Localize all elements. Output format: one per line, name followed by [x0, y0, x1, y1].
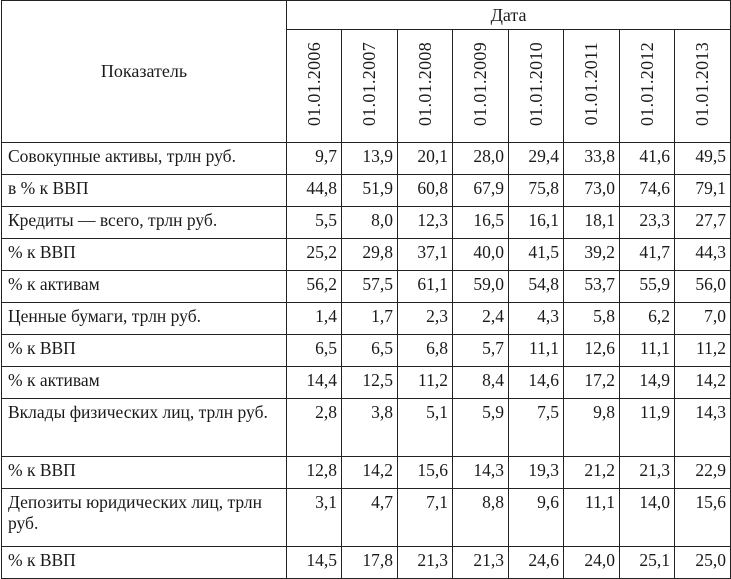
value-cell: 14,9: [620, 367, 675, 399]
value-cell: 21,3: [453, 547, 509, 579]
value-cell: 14,2: [675, 367, 731, 399]
row-label: Ценные бумаги, трлн руб.: [2, 303, 287, 335]
value-cell: 28,0: [453, 143, 509, 175]
value-cell: 15,6: [398, 457, 453, 489]
date-caption-header: Дата: [287, 1, 731, 30]
value-cell: 5,1: [398, 399, 453, 457]
value-cell: 2,3: [398, 303, 453, 335]
date-header: [287, 30, 342, 143]
value-cell: 6,5: [287, 335, 342, 367]
value-cell: 17,2: [564, 367, 620, 399]
value-cell: 56,0: [675, 271, 731, 303]
table-row: [2, 367, 731, 399]
value-cell: 5,5: [287, 207, 342, 239]
indicators-table: [1, 0, 731, 579]
value-cell: 6,8: [398, 335, 453, 367]
value-cell: 53,7: [564, 271, 620, 303]
value-cell: 12,3: [398, 207, 453, 239]
date-label: 01.01.2006: [303, 41, 324, 126]
value-cell: 7,5: [509, 399, 564, 457]
value-cell: 57,5: [342, 271, 398, 303]
date-header: [342, 30, 398, 143]
table-row: [2, 271, 731, 303]
value-cell: 11,2: [398, 367, 453, 399]
value-cell: 11,1: [620, 335, 675, 367]
value-cell: 54,8: [509, 271, 564, 303]
value-cell: 29,8: [342, 239, 398, 271]
value-cell: 5,8: [564, 303, 620, 335]
table-row: [2, 489, 731, 547]
table-row: [2, 303, 731, 335]
row-label: Вклады физических лиц, трлн руб.: [2, 399, 287, 457]
value-cell: 59,0: [453, 271, 509, 303]
date-header: [398, 30, 453, 143]
table-row: [2, 399, 731, 457]
value-cell: 4,3: [509, 303, 564, 335]
value-cell: 21,3: [620, 457, 675, 489]
value-cell: 13,9: [342, 143, 398, 175]
value-cell: 14,3: [675, 399, 731, 457]
table-row: [2, 239, 731, 271]
value-cell: 5,9: [453, 399, 509, 457]
date-header: [509, 30, 564, 143]
value-cell: 14,4: [287, 367, 342, 399]
date-header: [675, 30, 731, 143]
value-cell: 73,0: [564, 175, 620, 207]
row-label: % к ВВП: [2, 547, 287, 579]
value-cell: 25,0: [675, 547, 731, 579]
value-cell: 44,8: [287, 175, 342, 207]
row-label: Совокупные активы, трлн руб.: [2, 143, 287, 175]
table-row: [2, 143, 731, 175]
value-cell: 9,6: [509, 489, 564, 547]
value-cell: 8,0: [342, 207, 398, 239]
value-cell: 6,5: [342, 335, 398, 367]
value-cell: 24,6: [509, 547, 564, 579]
value-cell: 61,1: [398, 271, 453, 303]
value-cell: 18,1: [564, 207, 620, 239]
value-cell: 14,5: [287, 547, 342, 579]
value-cell: 41,5: [509, 239, 564, 271]
value-cell: 60,8: [398, 175, 453, 207]
value-cell: 25,2: [287, 239, 342, 271]
value-cell: 41,7: [620, 239, 675, 271]
table-row: [2, 207, 731, 239]
value-cell: 27,7: [675, 207, 731, 239]
value-cell: 14,0: [620, 489, 675, 547]
table-row: [2, 547, 731, 579]
date-label: 01.01.2008: [414, 41, 435, 126]
value-cell: 7,0: [675, 303, 731, 335]
value-cell: 79,1: [675, 175, 731, 207]
value-cell: 17,8: [342, 547, 398, 579]
value-cell: 9,8: [564, 399, 620, 457]
value-cell: 3,8: [342, 399, 398, 457]
row-label: Депозиты юридических лиц, трлн руб.: [2, 489, 287, 547]
value-cell: 8,8: [453, 489, 509, 547]
value-cell: 67,9: [453, 175, 509, 207]
row-label: % к ВВП: [2, 457, 287, 489]
row-label: % к активам: [2, 367, 287, 399]
date-label: 01.01.2012: [636, 41, 657, 126]
value-cell: 12,8: [287, 457, 342, 489]
value-cell: 1,7: [342, 303, 398, 335]
header-row-top: [2, 1, 731, 30]
row-caption-header: Показатель: [2, 1, 287, 143]
row-label: в % к ВВП: [2, 175, 287, 207]
value-cell: 29,4: [509, 143, 564, 175]
date-label: 01.01.2010: [525, 41, 546, 126]
value-cell: 44,3: [675, 239, 731, 271]
value-cell: 2,4: [453, 303, 509, 335]
value-cell: 15,6: [675, 489, 731, 547]
value-cell: 51,9: [342, 175, 398, 207]
value-cell: 75,8: [509, 175, 564, 207]
value-cell: 33,8: [564, 143, 620, 175]
value-cell: 55,9: [620, 271, 675, 303]
date-header: [620, 30, 675, 143]
date-label: 01.01.2011: [581, 41, 601, 126]
table-row: [2, 457, 731, 489]
value-cell: 24,0: [564, 547, 620, 579]
value-cell: 40,0: [453, 239, 509, 271]
value-cell: 23,3: [620, 207, 675, 239]
value-cell: 37,1: [398, 239, 453, 271]
value-cell: 1,4: [287, 303, 342, 335]
value-cell: 2,8: [287, 399, 342, 457]
value-cell: 9,7: [287, 143, 342, 175]
date-label: 01.01.2009: [470, 41, 490, 126]
date-label: 01.01.2013: [692, 41, 712, 126]
value-cell: 4,7: [342, 489, 398, 547]
table-row: [2, 175, 731, 207]
value-cell: 14,6: [509, 367, 564, 399]
value-cell: 11,2: [675, 335, 731, 367]
value-cell: 25,1: [620, 547, 675, 579]
value-cell: 16,1: [509, 207, 564, 239]
value-cell: 11,1: [564, 489, 620, 547]
row-label: Кредиты — всего, трлн руб.: [2, 207, 287, 239]
table-row: [2, 335, 731, 367]
value-cell: 21,3: [398, 547, 453, 579]
value-cell: 56,2: [287, 271, 342, 303]
value-cell: 22,9: [675, 457, 731, 489]
row-label: % к ВВП: [2, 239, 287, 271]
row-label: % к ВВП: [2, 335, 287, 367]
value-cell: 6,2: [620, 303, 675, 335]
value-cell: 8,4: [453, 367, 509, 399]
value-cell: 11,1: [509, 335, 564, 367]
value-cell: 12,5: [342, 367, 398, 399]
value-cell: 74,6: [620, 175, 675, 207]
value-cell: 14,3: [453, 457, 509, 489]
date-header: [564, 30, 620, 143]
value-cell: 20,1: [398, 143, 453, 175]
value-cell: 41,6: [620, 143, 675, 175]
value-cell: 49,5: [675, 143, 731, 175]
date-label: 01.01.2007: [359, 41, 379, 126]
value-cell: 16,5: [453, 207, 509, 239]
value-cell: 19,3: [509, 457, 564, 489]
value-cell: 12,6: [564, 335, 620, 367]
value-cell: 7,1: [398, 489, 453, 547]
value-cell: 21,2: [564, 457, 620, 489]
value-cell: 5,7: [453, 335, 509, 367]
date-header: [453, 30, 509, 143]
row-label: % к активам: [2, 271, 287, 303]
value-cell: 14,2: [342, 457, 398, 489]
value-cell: 39,2: [564, 239, 620, 271]
value-cell: 11,9: [620, 399, 675, 457]
value-cell: 3,1: [287, 489, 342, 547]
